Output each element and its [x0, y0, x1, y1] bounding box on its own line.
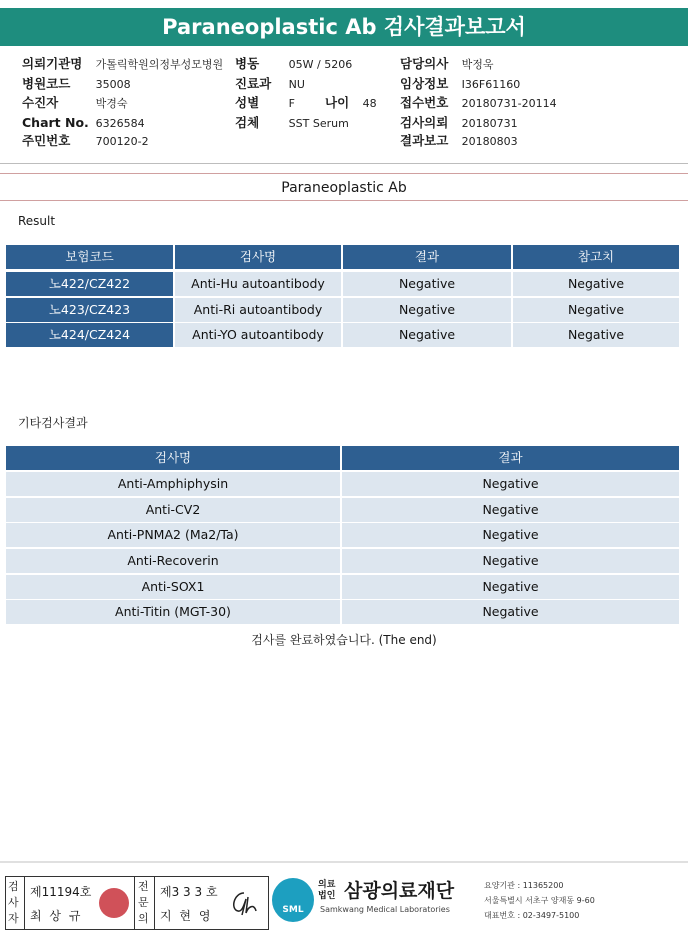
table-row-reference: Negative: [513, 272, 679, 296]
report-value: 20180803: [461, 135, 518, 148]
table-row-result: Negative: [342, 549, 679, 573]
table-row-test: Anti-Amphiphysin: [6, 472, 340, 496]
rrn-label: 주민번호: [22, 133, 71, 148]
signature-box: [5, 876, 269, 930]
hospital-code-label: 병원코드: [22, 76, 71, 91]
institution-code: 요양기관 : 11365200: [484, 881, 564, 890]
phone: 대표번호 : 02-3497-5100: [484, 911, 580, 920]
other-results-label: 기타검사결과: [18, 416, 88, 430]
clinical-field: [400, 77, 520, 92]
table-row-code: 노422/CZ422: [6, 272, 173, 296]
tester-name: 최 상 규: [30, 909, 83, 923]
sex-label: 성별: [235, 95, 260, 110]
foundation-english: Samkwang Medical Laboratories: [320, 905, 450, 914]
specialist-name: 지 현 영: [160, 909, 213, 923]
report-label: 결과보고: [400, 133, 449, 148]
foundation-small-label: 의료법인: [318, 880, 336, 901]
patient-value: 박경숙: [95, 97, 128, 110]
hospital-code-field: [22, 77, 131, 92]
address: 서울특별시 서초구 양재동 9-60: [484, 896, 595, 905]
specialist-number: 제3 3 3 호: [160, 885, 218, 899]
clinical-value: I36F61160: [461, 78, 521, 91]
tester-seal: [99, 888, 129, 918]
specimen-label: 검체: [235, 115, 260, 130]
patient-label: 수진자: [22, 95, 59, 110]
ward-field: [235, 57, 352, 72]
table-row-test: Anti-Recoverin: [6, 549, 340, 573]
table-row-result: Negative: [343, 272, 511, 296]
table-row-test: Anti-YO autoantibody: [175, 323, 341, 347]
cell-divider: [24, 877, 25, 929]
signature-icon: [226, 887, 262, 919]
chart-label: Chart No.: [22, 115, 89, 130]
table-row-result: Negative: [343, 298, 511, 322]
table-row-reference: Negative: [513, 323, 679, 347]
table-row-code: 노423/CZ423: [6, 298, 173, 322]
header-reference: 참고치: [513, 245, 679, 269]
cell-divider: [134, 877, 135, 929]
hospital-code-value: 35008: [95, 78, 131, 91]
specimen-value: SST Serum: [288, 117, 349, 130]
ward-label: 병동: [235, 56, 260, 71]
request-field: [400, 116, 518, 131]
age-label: 나이: [325, 95, 350, 110]
tester-number: 제11194호: [30, 885, 92, 899]
foundation-name: 삼광의료재단: [344, 880, 455, 902]
table-row-result: Negative: [342, 575, 679, 599]
rrn-field: [22, 134, 149, 149]
dept-field: [235, 77, 305, 92]
table-row-test: Anti-CV2: [6, 498, 340, 522]
divider-red: [0, 173, 688, 174]
doctor-value: 박정욱: [461, 58, 494, 71]
receipt-field: [400, 96, 557, 111]
dept-value: NU: [288, 78, 305, 91]
receipt-label: 접수번호: [400, 95, 449, 110]
table-row-reference: Negative: [513, 298, 679, 322]
tester-label: 검사자: [8, 880, 19, 925]
age-value: 48: [362, 97, 377, 110]
divider-section: [0, 200, 688, 201]
report-title: Paraneoplastic Ab 검사결과보고서: [0, 8, 688, 46]
doctor-label: 담당의사: [400, 56, 449, 71]
table-row-result: Negative: [343, 323, 511, 347]
table-row-test: Anti-Hu autoantibody: [175, 272, 341, 296]
patient-field: [22, 96, 128, 111]
cell-divider: [154, 877, 155, 929]
ward-value: 05W / 5206: [288, 58, 353, 71]
divider-top: [0, 163, 688, 164]
institution-value: 가톨릭학원의정부성모병원: [95, 58, 224, 71]
specimen-field: [235, 116, 349, 131]
table-row-result: Negative: [342, 523, 679, 547]
table-row-result: Negative: [342, 600, 679, 624]
age-field: [325, 96, 377, 111]
institution-label: 의뢰기관명: [22, 56, 83, 71]
dept-label: 진료과: [235, 76, 272, 91]
specialist-label: 전문의: [138, 880, 149, 925]
result-label: Result: [18, 214, 56, 228]
header-test-name: 검사명: [6, 446, 340, 470]
footer-divider: [0, 861, 688, 863]
chart-value: 6326584: [95, 117, 145, 130]
logo-text: SML: [282, 905, 304, 915]
chart-field: [22, 116, 145, 131]
rrn-value: 700120-2: [95, 135, 149, 148]
sml-logo-icon: [272, 878, 314, 922]
table-row-test: Anti-Titin (MGT-30): [6, 600, 340, 624]
table-row-result: Negative: [342, 472, 679, 496]
header-test-name: 검사명: [175, 245, 341, 269]
report-field: [400, 134, 518, 149]
info-row-1: [22, 57, 223, 72]
table-row-test: Anti-PNMA2 (Ma2/Ta): [6, 523, 340, 547]
table-row-test: Anti-SOX1: [6, 575, 340, 599]
doctor-field: [400, 57, 494, 72]
header-result: 결과: [343, 245, 511, 269]
receipt-value: 20180731-20114: [461, 97, 557, 110]
table-row-result: Negative: [342, 498, 679, 522]
header-result: 결과: [342, 446, 679, 470]
header-insurance-code: 보험코드: [6, 245, 173, 269]
table-row-code: 노424/CZ424: [6, 323, 173, 347]
sex-field: [235, 96, 295, 111]
table-row-test: Anti-Ri autoantibody: [175, 298, 341, 322]
section-title: Paraneoplastic Ab: [281, 180, 407, 196]
request-value: 20180731: [461, 117, 518, 130]
end-message: 검사를 완료하였습니다. (The end): [251, 633, 437, 647]
clinical-label: 임상정보: [400, 76, 449, 91]
request-label: 검사의뢰: [400, 115, 449, 130]
sex-value: F: [288, 97, 295, 110]
